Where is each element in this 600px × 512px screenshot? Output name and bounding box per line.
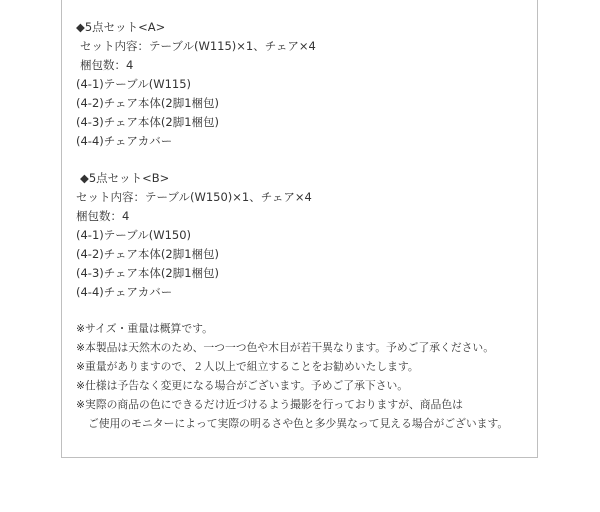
- set-b-heading: ◆5点セット<B>: [80, 171, 170, 185]
- note-line: ※重量がありますので、２人以上で組立することをお勧めいたします。: [76, 360, 419, 373]
- note-line: ご使用のモニターによって実際の明るさや色と多少異なって見える場合がございます。: [88, 417, 509, 430]
- set-a-item: (4-4)チェアカバー: [76, 134, 173, 148]
- set-a-package-count: 梱包数：4: [80, 58, 134, 72]
- set-b-package-count: 梱包数：4: [76, 209, 130, 223]
- set-a-item: (4-2)チェア本体(2脚1梱包): [76, 96, 220, 110]
- set-b-item: (4-3)チェア本体(2脚1梱包): [76, 266, 220, 280]
- note-line: ※サイズ・重量は概算です。: [76, 322, 213, 335]
- set-a-heading: ◆5点セット<A>: [76, 20, 166, 34]
- set-b-item: (4-1)テーブル(W150): [76, 228, 192, 242]
- set-b-item: (4-4)チェアカバー: [76, 285, 173, 299]
- note-line: ※実際の商品の色にできるだけ近づけるよう撮影を行っておりますが、商品色は: [76, 398, 463, 411]
- set-a-contents: セット内容：テーブル(W115)×1、チェア×4: [80, 39, 316, 53]
- set-b-contents: セット内容：テーブル(W150)×1、チェア×4: [76, 190, 312, 204]
- note-line: ※仕様は予告なく変更になる場合がございます。予めご了承下さい。: [76, 379, 409, 392]
- set-b-item: (4-2)チェア本体(2脚1梱包): [76, 247, 220, 261]
- note-line: ※本製品は天然木のため、一つ一つ色や木目が若干異なります。予めご了承ください。: [76, 341, 495, 354]
- set-a-item: (4-1)テーブル(W115): [76, 77, 192, 91]
- set-a-item: (4-3)チェア本体(2脚1梱包): [76, 115, 220, 129]
